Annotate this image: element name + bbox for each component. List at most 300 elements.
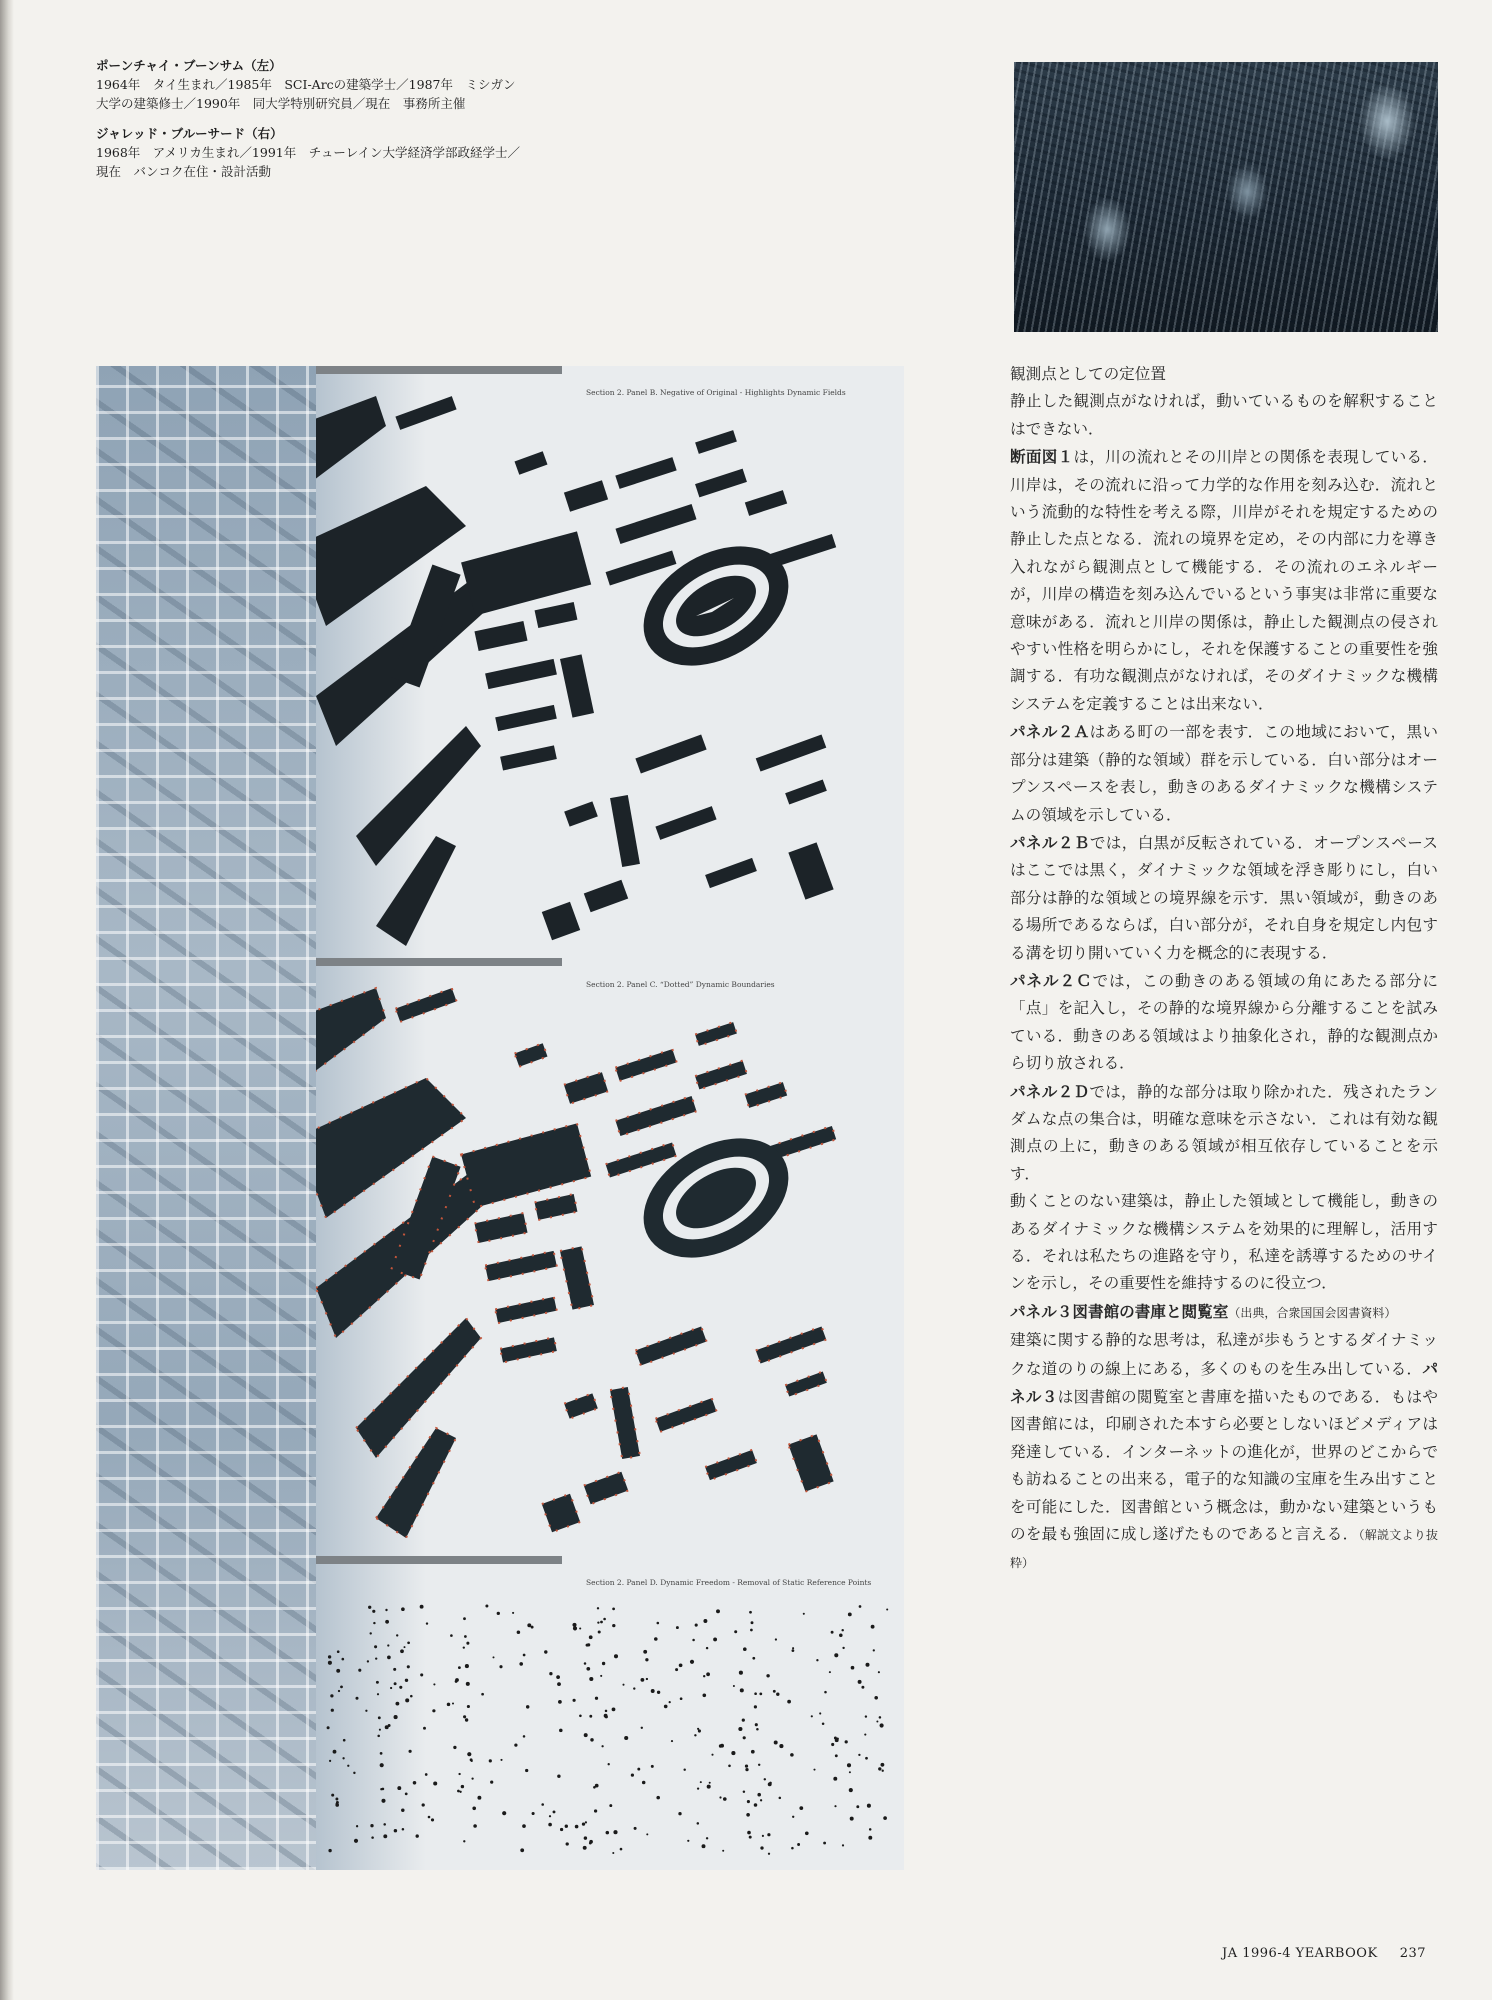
- reference-dot: [523, 1735, 526, 1738]
- reference-dot: [402, 1828, 405, 1831]
- reference-dot: [734, 1630, 737, 1633]
- reference-dot: [764, 1778, 766, 1780]
- reference-dot: [432, 1709, 435, 1712]
- reference-dot: [365, 1710, 367, 1712]
- reference-dot: [819, 1712, 821, 1714]
- reference-dot: [697, 1787, 699, 1789]
- reference-dot: [707, 1785, 711, 1789]
- reference-dot: [584, 1836, 587, 1839]
- reference-dot: [472, 1806, 476, 1810]
- reference-dot: [759, 1693, 762, 1696]
- page-footer: [1222, 1946, 1426, 1961]
- reference-dot: [387, 1644, 389, 1646]
- reference-dot: [526, 1705, 529, 1708]
- page-number: 237: [1399, 1946, 1427, 1961]
- reference-dot: [559, 1729, 563, 1733]
- article-paragraph: [1010, 967, 1438, 1078]
- reference-dot: [453, 1746, 456, 1749]
- reference-dot: [461, 1785, 464, 1788]
- reference-dot: [813, 1769, 815, 1771]
- reference-dot: [374, 1645, 377, 1648]
- reference-dot: [598, 1630, 601, 1633]
- reference-dot: [597, 1621, 599, 1623]
- reference-dot: [523, 1654, 526, 1657]
- reference-dot: [886, 1608, 888, 1610]
- reference-dot: [502, 1811, 506, 1815]
- reference-dot: [401, 1607, 405, 1611]
- reference-dot: [595, 1784, 599, 1788]
- reference-dot: [851, 1666, 855, 1670]
- reference-dot: [477, 1796, 481, 1800]
- reference-dot: [762, 1835, 764, 1837]
- library-photograph: [1014, 62, 1438, 332]
- reference-dot: [709, 1782, 711, 1784]
- section-2-figure: [96, 366, 904, 1870]
- reference-dot: [399, 1686, 402, 1689]
- reference-dot: [385, 1725, 389, 1729]
- reference-dot: [342, 1658, 345, 1661]
- reference-dot: [573, 1626, 577, 1630]
- reference-dot: [612, 1852, 614, 1854]
- reference-dot: [702, 1693, 706, 1697]
- reference-dot: [342, 1757, 344, 1759]
- article-paragraph: [1010, 718, 1438, 829]
- reference-dot: [375, 1657, 377, 1659]
- reference-dot: [722, 1850, 724, 1852]
- reference-dot: [557, 1682, 561, 1686]
- reference-dot: [614, 1654, 618, 1658]
- reference-dot: [492, 1656, 494, 1658]
- reference-dot: [641, 1727, 643, 1729]
- reference-dot: [463, 1646, 465, 1648]
- reference-dot: [874, 1696, 878, 1700]
- reference-dot: [600, 1675, 602, 1677]
- reference-dot: [373, 1622, 375, 1624]
- reference-dot: [719, 1744, 723, 1748]
- reference-dot: [703, 1675, 705, 1677]
- reference-dot: [848, 1612, 852, 1616]
- reference-dot: [465, 1664, 469, 1668]
- reference-dot: [842, 1844, 844, 1846]
- reference-dot: [703, 1619, 707, 1623]
- reference-dot: [792, 1816, 794, 1818]
- reference-dot: [775, 1638, 777, 1640]
- reference-dot: [695, 1624, 698, 1627]
- reference-dot: [766, 1674, 769, 1677]
- reference-dot: [589, 1842, 592, 1845]
- reference-dot: [425, 1773, 428, 1776]
- reference-dot: [700, 1781, 702, 1783]
- reference-dot: [757, 1793, 761, 1797]
- reference-dot: [594, 1809, 597, 1812]
- reference-dot: [566, 1842, 569, 1845]
- reference-dot: [409, 1750, 412, 1753]
- reference-dot: [768, 1782, 772, 1786]
- panel-d-dot-field: [316, 1556, 904, 1870]
- reference-dot: [338, 1690, 340, 1692]
- article-paragraph: [1010, 1298, 1438, 1327]
- reference-dot: [393, 1668, 396, 1671]
- reference-dot: [643, 1650, 647, 1654]
- reference-dot: [586, 1667, 590, 1671]
- reference-dot: [549, 1815, 551, 1817]
- reference-dot: [387, 1656, 391, 1660]
- reference-dot: [713, 1637, 717, 1641]
- reference-dot: [768, 1853, 770, 1855]
- reference-dot: [340, 1686, 343, 1689]
- reference-dot: [544, 1650, 547, 1653]
- article-body: [1010, 361, 1438, 1578]
- reference-dot: [859, 1605, 862, 1608]
- reference-dot: [459, 1791, 461, 1793]
- paragraph-lead: パネル３: [1010, 1358, 1438, 1407]
- reference-dot: [747, 1831, 751, 1835]
- reference-dot: [370, 1632, 372, 1634]
- bio-name: ポーンチャイ・ブーンサム（左）: [96, 58, 282, 73]
- reference-dot: [471, 1760, 473, 1762]
- reference-dot: [457, 1790, 460, 1793]
- reference-dot: [458, 1666, 461, 1669]
- reference-dot: [656, 1796, 660, 1800]
- reference-dot: [861, 1686, 864, 1689]
- reference-dot: [824, 1691, 827, 1694]
- reference-dot: [680, 1697, 683, 1700]
- reference-dot: [433, 1781, 437, 1785]
- reference-dot: [335, 1798, 338, 1801]
- reference-dot: [367, 1660, 369, 1662]
- reference-dot: [651, 1765, 654, 1768]
- reference-dot: [328, 1849, 331, 1852]
- reference-dot: [582, 1822, 585, 1825]
- reference-dot: [876, 1720, 878, 1722]
- reference-dot: [589, 1715, 592, 1718]
- reference-dot: [743, 1790, 745, 1792]
- reference-dot: [790, 1753, 794, 1757]
- reference-dot: [671, 1740, 673, 1742]
- reference-dot: [716, 1609, 720, 1613]
- reference-dot: [871, 1625, 875, 1629]
- reference-dot: [773, 1690, 776, 1693]
- article-paragraph: [1010, 829, 1438, 967]
- reference-dot: [481, 1693, 484, 1696]
- reference-dot: [839, 1634, 843, 1638]
- paragraph-lead: パネル２Ｂ: [1010, 832, 1090, 852]
- reference-dot: [738, 1727, 742, 1731]
- reference-dot: [865, 1715, 867, 1717]
- reference-dot: [549, 1672, 552, 1675]
- reference-dot: [803, 1613, 805, 1615]
- reference-dot: [356, 1825, 358, 1827]
- reference-dot: [423, 1727, 426, 1730]
- reference-dot: [834, 1805, 836, 1807]
- reference-dot: [407, 1641, 410, 1644]
- reference-dot: [463, 1617, 466, 1620]
- reference-dot: [831, 1631, 834, 1634]
- reference-dot: [420, 1605, 424, 1609]
- excerpt-note: （解説文より抜粋）: [1010, 1528, 1438, 1571]
- reference-dot: [858, 1680, 862, 1684]
- paragraph-lead: パネル２Ｄ: [1010, 1081, 1090, 1101]
- reference-dot: [634, 1827, 637, 1830]
- reference-dot: [678, 1812, 681, 1815]
- reference-dot: [873, 1649, 875, 1651]
- reference-dot: [519, 1662, 523, 1666]
- reference-dot: [489, 1759, 492, 1762]
- panel-c-caption: Section 2. Panel C. “Dotted” Dynamic Boundaries: [586, 980, 775, 989]
- reference-dot: [651, 1689, 655, 1693]
- reference-dot: [692, 1639, 695, 1642]
- reference-dot: [711, 1754, 713, 1756]
- reference-dot: [850, 1817, 854, 1821]
- panel-c-map: [316, 958, 904, 1548]
- reference-dot: [760, 1846, 763, 1849]
- article-paragraph: 静止した観測点がなければ，動いているものを解釈することはできない．: [1010, 392, 1438, 438]
- reference-dot: [849, 1771, 851, 1773]
- reference-dot: [752, 1657, 755, 1660]
- bio-text: 1968年 アメリカ生まれ／1991年 チューレイン大学経済学部政経学士／現在 バンコク在住・設計活動: [96, 145, 520, 179]
- reference-dot: [868, 1836, 872, 1840]
- paragraph-text: 建築に関する静的な思考は，私達が歩もうとするダイナミックな道のりの線上にある，多くのものを生み出している．: [1010, 1331, 1438, 1378]
- reference-dot: [428, 1816, 431, 1819]
- reference-dot: [882, 1770, 884, 1772]
- reference-dot: [733, 1685, 735, 1687]
- reference-dot: [605, 1710, 608, 1713]
- reference-dot: [749, 1836, 752, 1839]
- bio-name: ジャレッド・ブルーサード（右）: [96, 126, 283, 141]
- reference-dot: [751, 1750, 755, 1754]
- reference-dot: [575, 1825, 579, 1829]
- reference-dot: [883, 1816, 887, 1820]
- reference-dot: [799, 1806, 803, 1810]
- reference-dot: [395, 1702, 399, 1706]
- reference-dot: [353, 1772, 355, 1774]
- paragraph-lead: パネル３図書館の書庫と閲覧室: [1010, 1301, 1229, 1321]
- reference-dot: [416, 1834, 419, 1837]
- reference-dot: [746, 1813, 750, 1817]
- reference-dot: [731, 1751, 735, 1755]
- reference-dot: [676, 1626, 679, 1629]
- reference-dot: [728, 1765, 731, 1768]
- reference-dot: [624, 1736, 628, 1740]
- reference-dot: [343, 1739, 346, 1742]
- article-paragraph: [1010, 1078, 1438, 1189]
- reference-dot: [831, 1743, 834, 1746]
- reference-dot: [531, 1626, 534, 1629]
- reference-dot: [372, 1610, 375, 1613]
- reference-dot: [500, 1759, 502, 1761]
- reference-dot: [463, 1715, 466, 1718]
- reference-dot: [371, 1836, 374, 1839]
- reference-dot: [767, 1833, 770, 1836]
- reference-dot: [847, 1763, 851, 1767]
- reference-dot: [377, 1693, 379, 1695]
- reference-dot: [866, 1663, 870, 1667]
- reference-dot: [687, 1840, 689, 1842]
- reference-dot: [811, 1715, 813, 1717]
- reference-dot: [841, 1629, 843, 1631]
- reference-dot: [669, 1701, 671, 1703]
- reference-dot: [754, 1803, 758, 1807]
- reference-dot: [404, 1646, 406, 1648]
- reference-dot: [378, 1716, 381, 1719]
- reference-dot: [422, 1803, 425, 1806]
- reference-dot: [675, 1668, 678, 1671]
- publication-name: JA 1996-4 YEARBOOK: [1222, 1946, 1378, 1961]
- article-heading: 観測点としての定位置: [1010, 365, 1166, 383]
- reference-dot: [410, 1695, 413, 1698]
- reference-dot: [690, 1660, 694, 1664]
- reference-dot: [590, 1738, 593, 1741]
- reference-dot: [829, 1671, 831, 1673]
- reference-dot: [329, 1760, 331, 1762]
- reference-dot: [609, 1804, 612, 1807]
- panel-b-map: [316, 366, 904, 956]
- reference-dot: [657, 1622, 660, 1625]
- paragraph-lead: パネル２Ａ: [1010, 722, 1090, 742]
- reference-dot: [745, 1768, 748, 1771]
- paragraph-lead: 断面図１: [1010, 447, 1074, 467]
- reference-dot: [858, 1754, 860, 1756]
- reference-dot: [603, 1618, 606, 1621]
- reference-dot: [584, 1733, 588, 1737]
- reference-dot: [792, 1647, 794, 1649]
- reference-dot: [791, 1847, 794, 1850]
- reference-dot: [823, 1842, 826, 1845]
- reference-dot: [697, 1822, 700, 1825]
- reference-dot: [450, 1634, 453, 1637]
- reference-dot: [584, 1662, 587, 1665]
- reference-dot: [694, 1734, 696, 1736]
- reference-dot: [394, 1682, 397, 1685]
- reference-dot: [532, 1812, 535, 1815]
- reference-dot: [702, 1844, 706, 1848]
- reference-dot: [490, 1781, 493, 1784]
- reference-dot: [383, 1834, 387, 1838]
- reference-dot: [706, 1647, 708, 1649]
- reference-dot: [471, 1777, 473, 1779]
- reference-dot: [512, 1612, 514, 1614]
- reference-dot: [597, 1607, 599, 1609]
- reference-dot: [740, 1688, 744, 1692]
- reference-dot: [557, 1774, 560, 1777]
- reference-dot: [336, 1669, 340, 1673]
- reference-dot: [347, 1765, 349, 1767]
- reference-dot: [585, 1821, 587, 1823]
- reference-dot: [548, 1823, 552, 1827]
- reference-dot: [405, 1679, 408, 1682]
- reference-dot: [464, 1635, 467, 1638]
- reference-dot: [394, 1829, 397, 1832]
- reference-dot: [612, 1608, 615, 1611]
- reference-dot: [608, 1763, 610, 1765]
- reference-dot: [754, 1705, 757, 1708]
- reference-dot: [787, 1700, 791, 1704]
- reference-dot: [556, 1675, 560, 1679]
- paragraph-text: では，この動きのある領域の角にあたる部分に「点」を記入し，その静的な境界線から分離することを試みている．動きのある領域はより抽象化され，静的な観測点から切り放される．: [1010, 971, 1438, 1073]
- reference-dot: [595, 1697, 598, 1700]
- reference-dot: [522, 1824, 526, 1828]
- reference-dot: [560, 1828, 563, 1831]
- reference-dot: [413, 1781, 417, 1785]
- reference-dot: [458, 1773, 460, 1775]
- reference-dot: [605, 1715, 608, 1718]
- reference-dot: [606, 1831, 610, 1835]
- reference-dot: [723, 1797, 727, 1801]
- reference-dot: [779, 1797, 782, 1800]
- panel-b: [316, 366, 904, 956]
- reference-dot: [331, 1794, 334, 1797]
- bio-broussard: [96, 124, 526, 181]
- reference-dot: [579, 1627, 581, 1629]
- reference-dot: [776, 1693, 779, 1696]
- panel-c: [316, 958, 904, 1548]
- reference-dot: [466, 1682, 470, 1686]
- reference-dot: [706, 1672, 710, 1676]
- bio-text: 1964年 タイ生まれ／1985年 SCI-Arcの建築学士／1987年 ミシガン大学の建築修士／1990年 同大学特別研究員／現在 事務所主催: [96, 77, 516, 111]
- reference-dot: [749, 1611, 752, 1614]
- reference-dot: [572, 1623, 576, 1627]
- source-note: （出典，合衆国国会図書資料）: [1228, 1305, 1397, 1320]
- reference-dot: [633, 1687, 635, 1689]
- reference-dot: [405, 1698, 409, 1702]
- reference-dot: [754, 1692, 757, 1695]
- reference-dot: [358, 1669, 361, 1672]
- reference-dot: [517, 1630, 521, 1634]
- reference-dot: [739, 1671, 743, 1675]
- reference-dot: [558, 1700, 562, 1704]
- reference-dot: [370, 1824, 373, 1827]
- reference-dot: [706, 1837, 708, 1839]
- panel-b-caption: Section 2. Panel B. Negative of Original - Highlights Dynamic Fields: [586, 388, 846, 397]
- reference-dot: [400, 1649, 404, 1653]
- reference-dot: [600, 1621, 603, 1624]
- reference-dot: [579, 1715, 582, 1718]
- reference-dot: [835, 1738, 839, 1742]
- reference-dot: [433, 1683, 435, 1685]
- reference-dot: [583, 1846, 587, 1850]
- reference-dot: [755, 1723, 758, 1726]
- reference-dot: [328, 1655, 331, 1658]
- reference-dot: [485, 1605, 488, 1608]
- reference-dot: [337, 1650, 340, 1653]
- reference-dot: [642, 1781, 646, 1785]
- reference-dot: [856, 1805, 859, 1808]
- reference-dot: [376, 1681, 379, 1684]
- reference-dot: [520, 1848, 524, 1852]
- reference-dot: [613, 1830, 617, 1834]
- reference-dot: [465, 1718, 468, 1721]
- reference-dot: [368, 1606, 371, 1609]
- reference-dot: [865, 1757, 868, 1760]
- reference-dot: [646, 1678, 648, 1680]
- reference-dot: [664, 1705, 668, 1709]
- reference-dot: [455, 1680, 458, 1683]
- reference-dot: [396, 1634, 398, 1636]
- reference-dot: [869, 1828, 872, 1831]
- reference-dot: [834, 1653, 838, 1657]
- reference-dot: [646, 1833, 648, 1835]
- reference-dot: [751, 1621, 754, 1624]
- reference-dot: [541, 1803, 544, 1806]
- paragraph-lead: パネル２Ｃ: [1010, 970, 1093, 990]
- reference-dot: [842, 1647, 844, 1649]
- reference-dot: [331, 1709, 334, 1712]
- paragraph-text: はある町の一部を表す．この地域において，黒い部分は建築（静的な領域）群を示している．白い部分はオープンスペースを表し，動きのあるダイナミックな機構システムの領域を示している．: [1010, 723, 1438, 824]
- reference-dot: [612, 1708, 616, 1712]
- reference-dot: [385, 1620, 389, 1624]
- reference-dot: [397, 1786, 401, 1790]
- panel-d-caption: Section 2. Panel D. Dynamic Freedom - Removal of Static Reference Points: [586, 1578, 872, 1587]
